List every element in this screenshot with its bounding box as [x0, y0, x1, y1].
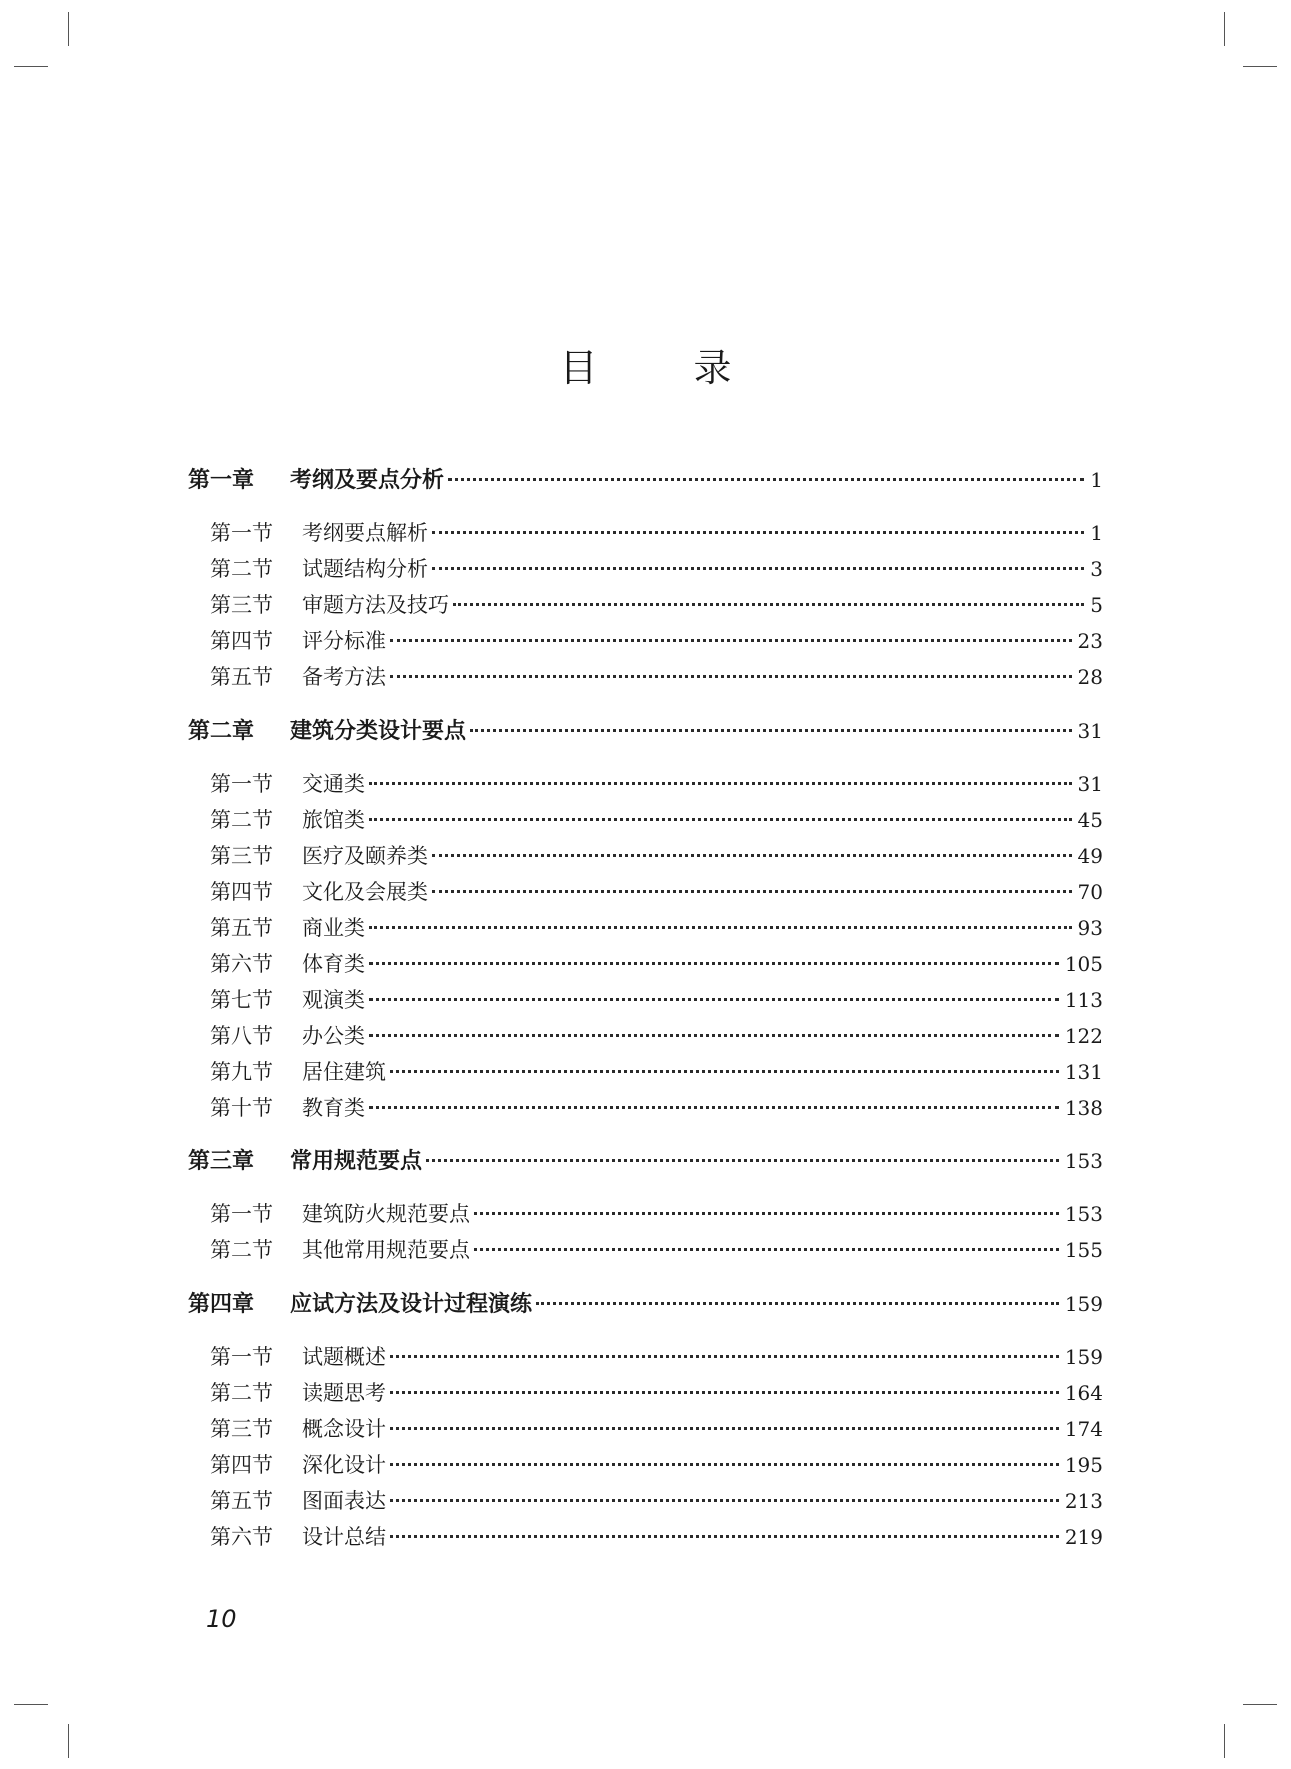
toc-section-entry[interactable] [188, 804, 1103, 834]
section-page-number: 122 [1064, 1024, 1103, 1048]
dot-leader [390, 1377, 1059, 1394]
toc-section-entry[interactable] [188, 1521, 1103, 1551]
dot-leader [369, 1092, 1059, 1109]
section-page-number: 164 [1064, 1381, 1103, 1405]
crop-mark-top-right-h [1243, 66, 1277, 67]
dot-leader [369, 984, 1059, 1001]
section-number: 第六节 [210, 1525, 273, 1549]
section-number: 第七节 [210, 988, 273, 1012]
toc-chapter-entry[interactable] [188, 714, 1103, 744]
section-page-number: 28 [1077, 665, 1103, 689]
section-page-number: 219 [1064, 1525, 1103, 1549]
section-title: 试题结构分析 [302, 557, 428, 581]
section-number: 第十节 [210, 1096, 273, 1120]
section-title: 考纲要点解析 [302, 521, 428, 545]
toc-section-entry[interactable] [188, 1377, 1103, 1407]
section-number: 第八节 [210, 1024, 273, 1048]
section-number: 第九节 [210, 1060, 273, 1084]
section-page-number: 131 [1064, 1060, 1103, 1084]
dot-leader [390, 625, 1072, 642]
section-number: 第四节 [210, 1453, 273, 1477]
section-page-number: 1 [1090, 521, 1103, 545]
crop-mark-top-right-v [1224, 12, 1225, 46]
section-page-number: 159 [1064, 1345, 1103, 1369]
crop-mark-top-left-v [68, 12, 69, 46]
section-number: 第一节 [210, 521, 273, 545]
section-number: 第三节 [210, 1417, 273, 1441]
dot-leader [369, 912, 1072, 929]
chapter-title: 常用规范要点 [290, 1149, 423, 1174]
toc-section-entry[interactable] [188, 1092, 1103, 1122]
dot-leader [390, 1056, 1059, 1073]
dot-leader [432, 876, 1072, 893]
section-page-number: 3 [1090, 557, 1103, 581]
dot-leader [426, 1145, 1059, 1162]
section-title: 教育类 [302, 1096, 365, 1120]
toc-section-entry[interactable] [188, 1020, 1103, 1050]
dot-leader [432, 840, 1072, 857]
section-title: 深化设计 [302, 1453, 386, 1477]
section-title: 办公类 [302, 1024, 365, 1048]
toc-section-entry[interactable] [188, 1341, 1103, 1371]
dot-leader [536, 1288, 1059, 1305]
toc-section-entry[interactable] [188, 984, 1103, 1014]
crop-mark-bottom-right-h [1243, 1704, 1277, 1705]
chapter-title: 考纲及要点分析 [290, 468, 445, 493]
dot-leader [432, 517, 1084, 534]
chapter-number: 第三章 [188, 1149, 255, 1174]
section-title: 建筑防火规范要点 [302, 1202, 470, 1226]
section-number: 第六节 [210, 952, 273, 976]
toc-section-entry[interactable] [188, 840, 1103, 870]
section-number: 第四节 [210, 880, 273, 904]
section-number: 第五节 [210, 1489, 273, 1513]
toc-section-entry[interactable] [188, 625, 1103, 655]
chapter-number: 第一章 [188, 468, 255, 493]
toc-chapter-entry[interactable] [188, 1144, 1103, 1174]
section-number: 第五节 [210, 916, 273, 940]
section-title: 文化及会展类 [302, 880, 428, 904]
section-title: 旅馆类 [302, 808, 365, 832]
section-title: 审题方法及技巧 [302, 593, 449, 617]
toc-section-entry[interactable] [188, 1198, 1103, 1228]
section-title: 商业类 [302, 916, 365, 940]
section-page-number: 113 [1064, 988, 1103, 1012]
section-page-number: 138 [1064, 1096, 1103, 1120]
section-page-number: 174 [1064, 1417, 1103, 1441]
section-title: 交通类 [302, 772, 365, 796]
toc-section-entry[interactable] [188, 1449, 1103, 1479]
section-title: 备考方法 [302, 665, 386, 689]
toc-chapter-entry[interactable] [188, 1287, 1103, 1317]
dot-leader [474, 1234, 1059, 1251]
section-title: 图面表达 [302, 1489, 386, 1513]
section-number: 第五节 [210, 665, 273, 689]
section-page-number: 23 [1077, 629, 1103, 653]
section-number: 第四节 [210, 629, 273, 653]
page-title-char: 录 [693, 346, 732, 391]
section-page-number: 31 [1077, 772, 1103, 796]
crop-mark-bottom-right-v [1224, 1724, 1225, 1758]
section-page-number: 49 [1077, 844, 1103, 868]
chapter-page-number: 159 [1064, 1292, 1103, 1316]
chapter-page-number: 31 [1077, 719, 1103, 743]
dot-leader [369, 1020, 1059, 1037]
section-title: 观演类 [302, 988, 365, 1012]
section-title: 其他常用规范要点 [302, 1238, 470, 1262]
chapter-title: 建筑分类设计要点 [290, 719, 467, 744]
toc-section-entry[interactable] [188, 768, 1103, 798]
toc-section-entry[interactable] [188, 1485, 1103, 1515]
section-title: 体育类 [302, 952, 365, 976]
page-number: 10 [206, 1605, 237, 1633]
crop-mark-top-left-h [14, 66, 48, 67]
section-page-number: 105 [1064, 952, 1103, 976]
dot-leader [390, 1449, 1059, 1466]
section-title: 医疗及颐养类 [302, 844, 428, 868]
section-page-number: 153 [1064, 1202, 1103, 1226]
dot-leader [390, 1521, 1059, 1538]
toc-section-entry[interactable] [188, 517, 1103, 547]
section-page-number: 45 [1077, 808, 1103, 832]
section-number: 第一节 [210, 772, 273, 796]
section-page-number: 70 [1077, 880, 1103, 904]
dot-leader [474, 1198, 1059, 1215]
dot-leader [390, 1413, 1059, 1430]
section-page-number: 213 [1064, 1489, 1103, 1513]
chapter-title: 应试方法及设计过程演练 [290, 1292, 533, 1317]
toc-section-entry[interactable] [188, 661, 1103, 691]
toc-section-entry[interactable] [188, 876, 1103, 906]
section-title: 设计总结 [302, 1525, 386, 1549]
toc-section-entry[interactable] [188, 912, 1103, 942]
section-page-number: 93 [1077, 916, 1103, 940]
section-title: 读题思考 [302, 1381, 386, 1405]
toc-section-entry[interactable] [188, 1234, 1103, 1264]
dot-leader [369, 768, 1072, 785]
section-number: 第一节 [210, 1345, 273, 1369]
section-title: 居住建筑 [302, 1060, 386, 1084]
crop-mark-bottom-left-v [68, 1724, 69, 1758]
section-number: 第一节 [210, 1202, 273, 1226]
chapter-page-number: 153 [1064, 1149, 1103, 1173]
section-title: 评分标准 [302, 629, 386, 653]
chapter-number: 第四章 [188, 1292, 255, 1317]
section-page-number: 5 [1090, 593, 1103, 617]
section-page-number: 195 [1064, 1453, 1103, 1477]
chapter-number: 第二章 [188, 719, 255, 744]
dot-leader [390, 1341, 1059, 1358]
toc-chapter-entry[interactable] [188, 463, 1103, 493]
section-title: 试题概述 [302, 1345, 386, 1369]
dot-leader [369, 804, 1072, 821]
toc-section-entry[interactable] [188, 948, 1103, 978]
section-number: 第二节 [210, 808, 273, 832]
section-number: 第三节 [210, 593, 273, 617]
section-number: 第三节 [210, 844, 273, 868]
dot-leader [390, 1485, 1059, 1502]
dot-leader [369, 948, 1059, 965]
section-page-number: 155 [1064, 1238, 1103, 1262]
dot-leader [470, 715, 1072, 732]
chapter-page-number: 1 [1090, 468, 1103, 492]
dot-leader [390, 661, 1072, 678]
crop-mark-bottom-left-h [14, 1704, 48, 1705]
toc-section-entry[interactable] [188, 589, 1103, 619]
page-title-char: 目 [559, 346, 598, 391]
section-number: 第二节 [210, 557, 273, 581]
dot-leader [432, 553, 1084, 570]
section-number: 第二节 [210, 1238, 273, 1262]
section-title: 概念设计 [302, 1417, 386, 1441]
page-title [0, 337, 1291, 392]
section-number: 第二节 [210, 1381, 273, 1405]
toc-section-entry[interactable] [188, 1056, 1103, 1086]
dot-leader [453, 589, 1084, 606]
toc-section-entry[interactable] [188, 1413, 1103, 1443]
dot-leader [448, 464, 1084, 481]
toc-section-entry[interactable] [188, 553, 1103, 583]
